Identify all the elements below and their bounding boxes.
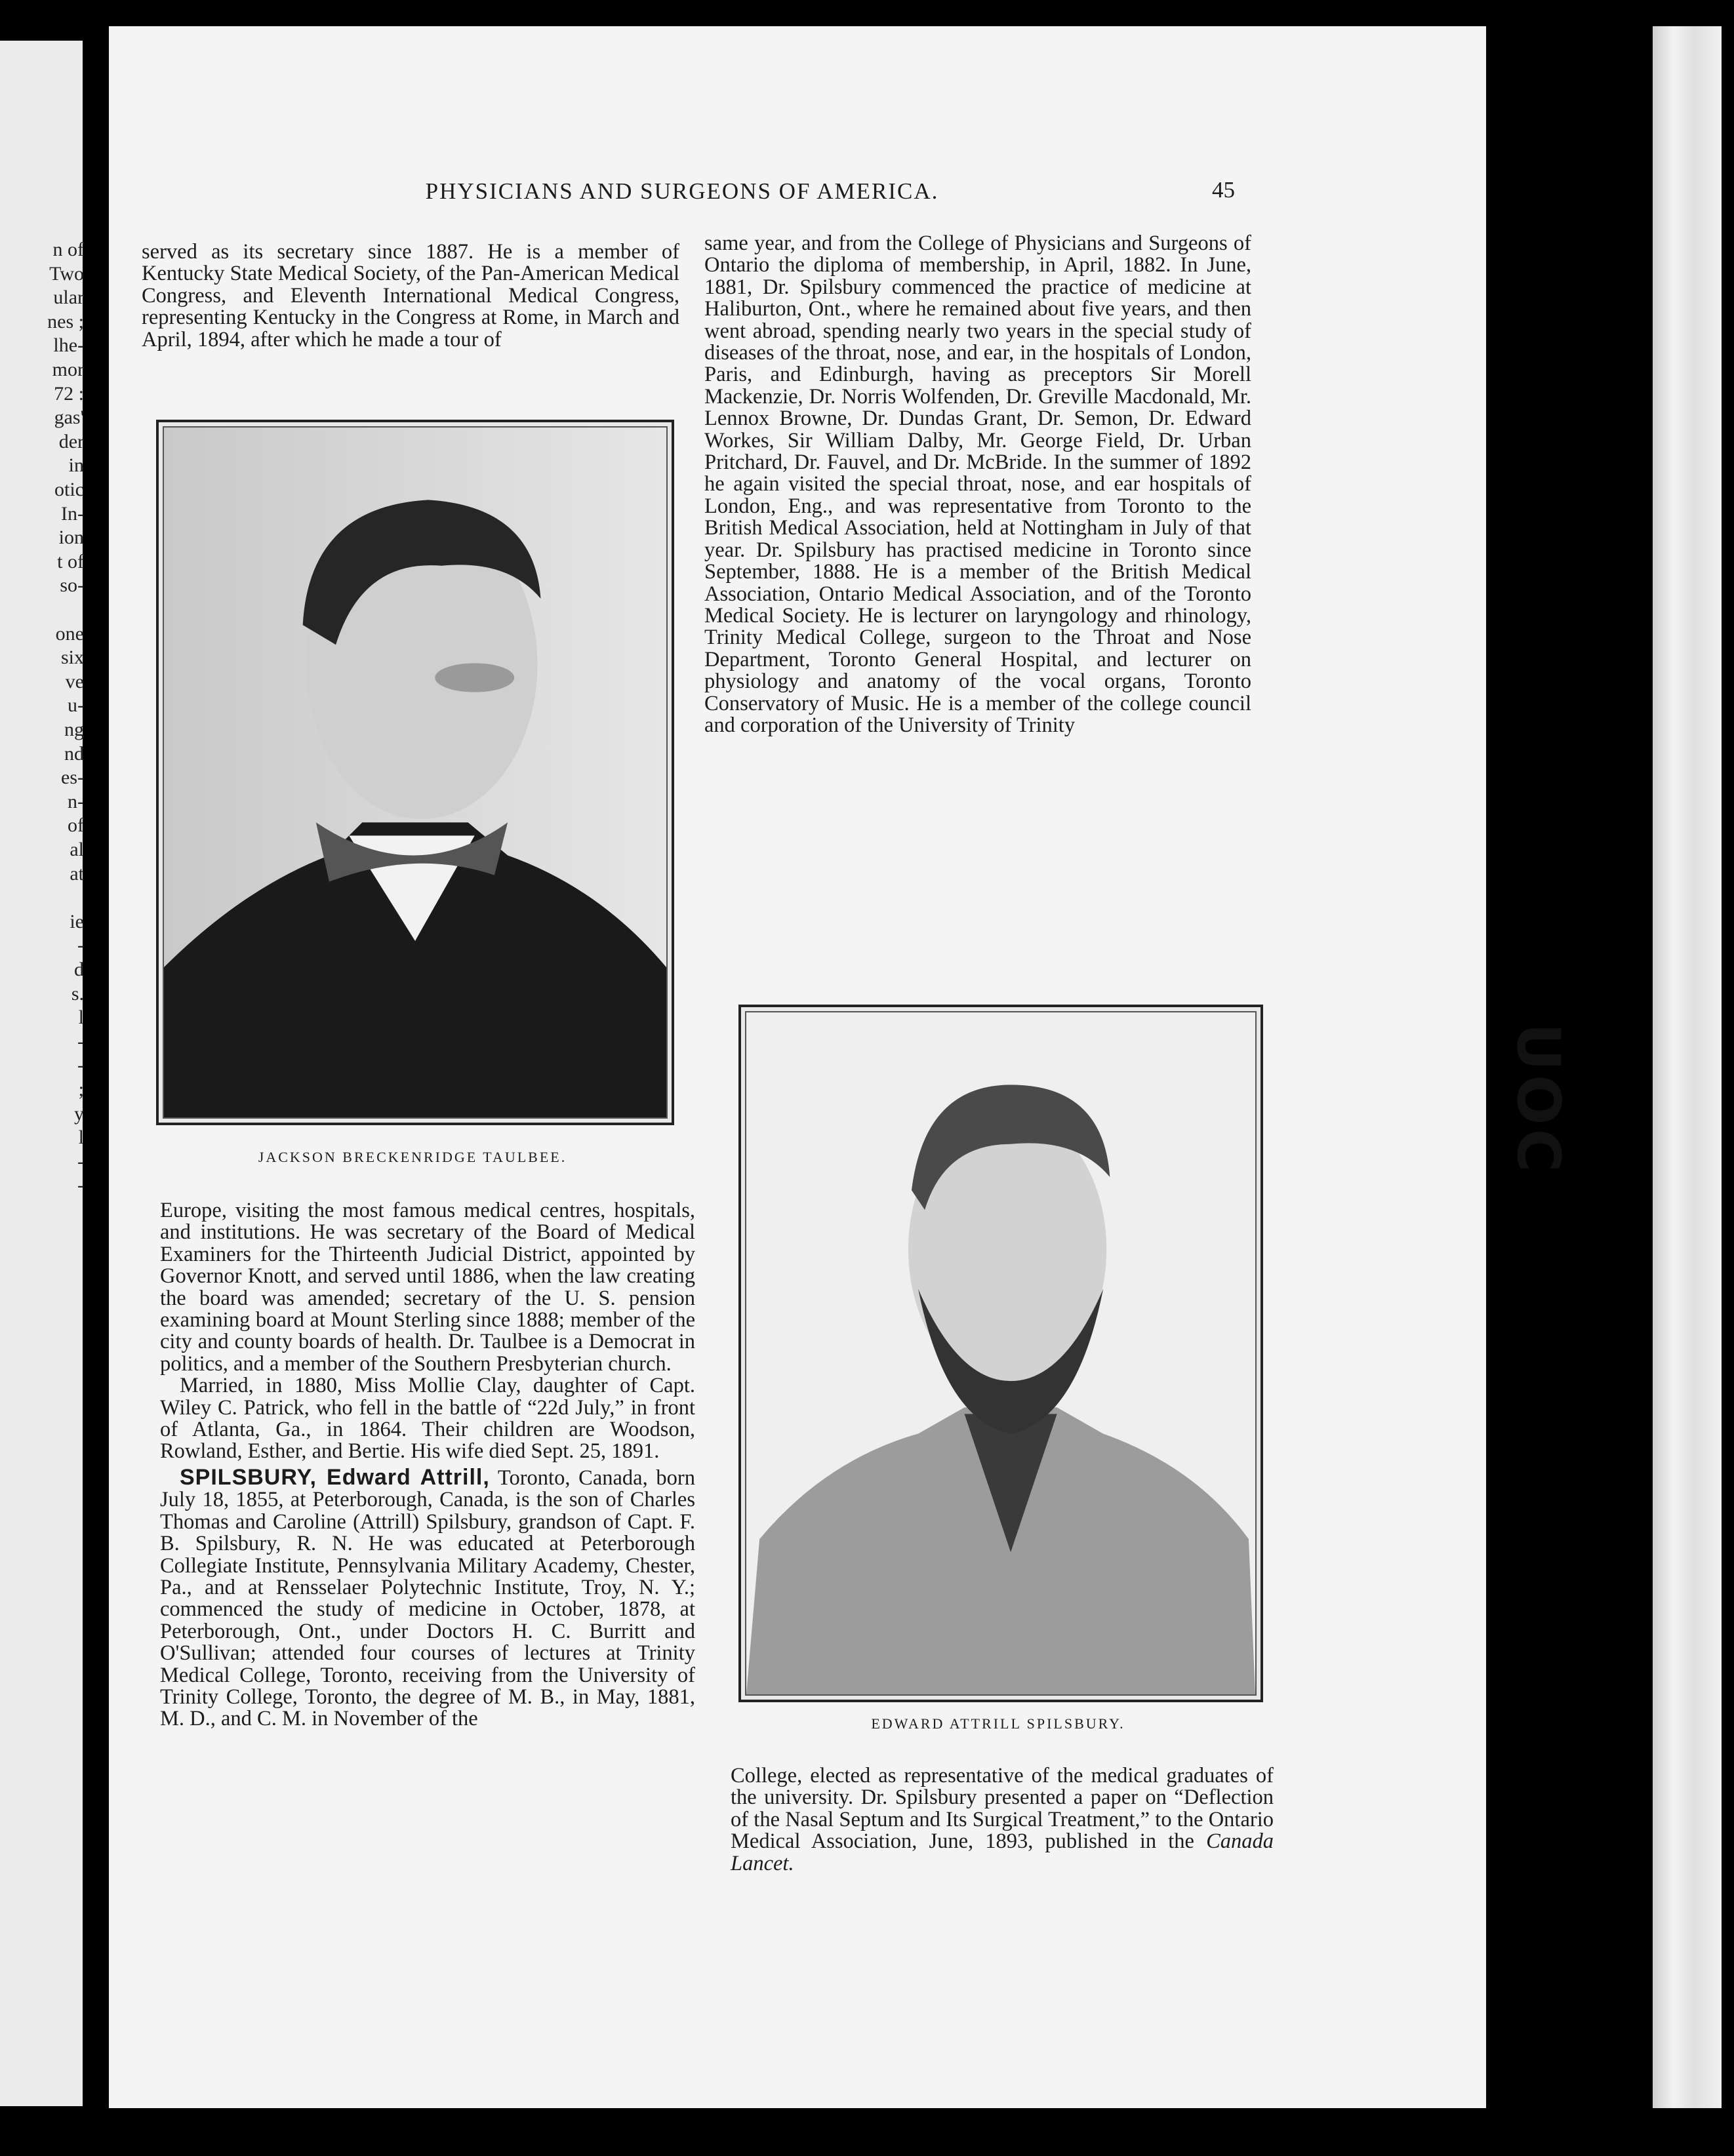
prev-page-fragment: at xyxy=(70,862,84,885)
page-number: 45 xyxy=(1212,177,1235,203)
prev-page-fragment: of xyxy=(68,814,84,837)
prev-page-fragment: in xyxy=(68,454,84,477)
paragraph: Married, in 1880, Miss Mollie Clay, daughter of Capt. Wiley C. Patrick, who fell in the battle of “22d July,” in front of Atlanta, Ga., in 1864. Their children are Woodson, Rowland, Esther, and Bertie. His wife died Sept. 25, 1891. xyxy=(160,1374,695,1464)
prev-page-fragment: nes ; xyxy=(47,310,84,332)
prev-page-fragment: mor xyxy=(52,359,84,380)
prev-page-fragment: ion xyxy=(58,527,84,549)
prev-page-fragment: u- xyxy=(68,694,84,717)
prev-page-fragment: ng xyxy=(64,719,84,740)
prev-page-fragment: n of xyxy=(52,239,84,260)
prev-page-fragment: y xyxy=(74,1102,84,1125)
prev-page-fragment: 72 : xyxy=(54,382,84,405)
paragraph: Europe, visiting the most famous medical centres, hospitals, and institutions. He was secretary of the Board of Medical Examiners for the Thirteenth Judicial District, appointed by Governor Knott, and served until 1886, when the law creating the board was amended; secretary of the U. S. pension examining board at Mount Sterling since 1888; member of the city and county boards of health. Dr. Taulbee is a Democrat in politics, and a member of the Southern Presbyterian church. xyxy=(160,1199,695,1376)
paragraph: served as its secretary since 1887. He is a member of Kentucky State Medical Society, of the Pan-American Medical Congress, and Eleventh International Medical Congress, representing Kentucky in the Congress at Rome, in March and April, 1894, after which he made a tour of xyxy=(142,240,679,351)
prev-page-fragment: - xyxy=(77,934,84,957)
prev-page-fragment: gas' xyxy=(54,407,84,429)
left-column-top-text xyxy=(142,241,679,351)
paragraph: same year, and from the College of Physicians and Surgeons of Ontario the diploma of membership, in April, 1882. In June, 1881, Dr. Spilsbury commenced the practice of medicine at Haliburton, Ont., where he remained about five years, and then went abroad, spending nearly two years in the special study of diseases of the throat, nose, and ear, in the hospitals of London, Paris, and Edinburgh, having as preceptors Sir Morell Mackenzie, Dr. Norris Wolfenden, Dr. Greville Macdonald, Mr. Lennox Browne, Dr. Dundas Grant, Dr. Semon, Dr. Edward Workes, Sir William Dalby, Mr. George Field, Dr. Urban Pritchard, Dr. Fauvel, and Dr. McBride. In the summer of 1892 he again visited the special throat, nose, and ear hospitals of London, Eng., and was representative from Toronto to the British Medical Association, held at Nottingham in July of that year. Dr. Spilsbury has practised medicine in Toronto since September, 1888. He is a member of the British Medical Association, Ontario Medical Association, and of the Toronto Medical Society. He is lecturer on laryngology and rhinology, Trinity Medical College, surgeon to the Throat and Nose Department, Toronto General Hospital, and lecturer on physiology and anatomy of the vocal organs, Toronto Conservatory of Music. He is a member of the college council and corporation of the University of Trinity xyxy=(704,231,1251,737)
library-stamp: UOC xyxy=(1504,1023,1573,1176)
prev-page-fragment: so- xyxy=(60,574,84,597)
prev-page-fragment: ; xyxy=(78,1079,84,1100)
right-column-top-text xyxy=(704,233,1251,736)
right-column-bottom-text xyxy=(731,1765,1274,1875)
prev-page-fragment: nd xyxy=(64,742,84,765)
prev-page-fragment: l xyxy=(78,1007,84,1029)
entry-name: SPILSBURY, Edward Attrill, xyxy=(180,1464,490,1490)
prev-page-fragment: lhe- xyxy=(53,334,84,357)
prev-page-fragment: - xyxy=(77,1174,84,1197)
prev-page-fragment: - xyxy=(77,1054,84,1077)
prev-page-fragment: - xyxy=(77,1030,84,1052)
prev-page-fragment: otic xyxy=(54,479,84,500)
prev-page-fragment: one xyxy=(55,622,84,645)
prev-page-fragment: l xyxy=(78,1127,84,1149)
running-header-title: PHYSICIANS AND SURGEONS OF AMERICA. xyxy=(425,178,939,204)
paragraph xyxy=(160,1464,695,1731)
prev-page-fragment: al xyxy=(70,839,84,860)
prev-page-fragment: der xyxy=(58,430,84,452)
prev-page-fragment: ie xyxy=(70,910,84,932)
left-column-body xyxy=(160,1200,695,1730)
prev-page-fragment: - xyxy=(77,1150,84,1172)
prev-page-fragment: es- xyxy=(61,767,84,789)
portrait-caption-taulbee: JACKSON BRECKENRIDGE TAULBEE. xyxy=(258,1149,567,1165)
prev-page-fragment: ve xyxy=(65,670,84,692)
paragraph xyxy=(731,1765,1274,1875)
prev-page-fragment: ular xyxy=(53,287,84,309)
publication-title: Canada Lancet. xyxy=(731,1829,1274,1875)
portrait-caption-spilsbury: EDWARD ATTRILL SPILSBURY. xyxy=(871,1715,1125,1732)
entry-text: Toronto, Canada, born July 18, 1855, at Peterborough, Canada, is the son of Charles Thomas and Caroline (Attrill) Spilsbury, grandson of Capt. F. B. Spilsbury, R. N. He was educated at Peterborough Collegiate Institute, Pennsylvania Military Academy, Chester, Pa., and at Rensselaer Polytechnic Institute, Troy, N. Y.; commenced the study of medicine in October, 1878, at Peterborough, Ont., under Doctors H. C. Burritt and O'Sullivan; attended four courses of lectures at Trinity Medical College, Toronto, receiving from the University of Trinity College, Toronto, the degree of M. B., in May, 1881, M. D., and C. M. in November of the xyxy=(160,1466,695,1731)
prev-page-fragment: s. xyxy=(71,982,84,1005)
portrait-image xyxy=(163,426,668,1119)
prev-page-fragment: Two xyxy=(49,262,84,285)
prev-page-fragment: six xyxy=(60,647,84,669)
portrait-spilsbury xyxy=(738,1005,1263,1702)
page-stack-edge xyxy=(1653,26,1722,2108)
previous-page-edge xyxy=(0,41,83,2106)
prev-page-fragment: t of xyxy=(57,550,84,572)
portrait-image xyxy=(745,1011,1257,1696)
prev-page-fragment: d xyxy=(74,959,84,980)
portrait-taulbee xyxy=(156,420,674,1125)
prev-page-fragment: n- xyxy=(68,790,84,812)
prev-page-fragment: In- xyxy=(61,502,84,525)
paragraph-text: College, elected as representative of the medical graduates of the university. Dr. Spilsbury presented a paper on “Deflection of the Nasal Septum and Its Surgical Treatment,” to the Ontario Medical Association, June, 1893, published in the xyxy=(731,1764,1274,1854)
